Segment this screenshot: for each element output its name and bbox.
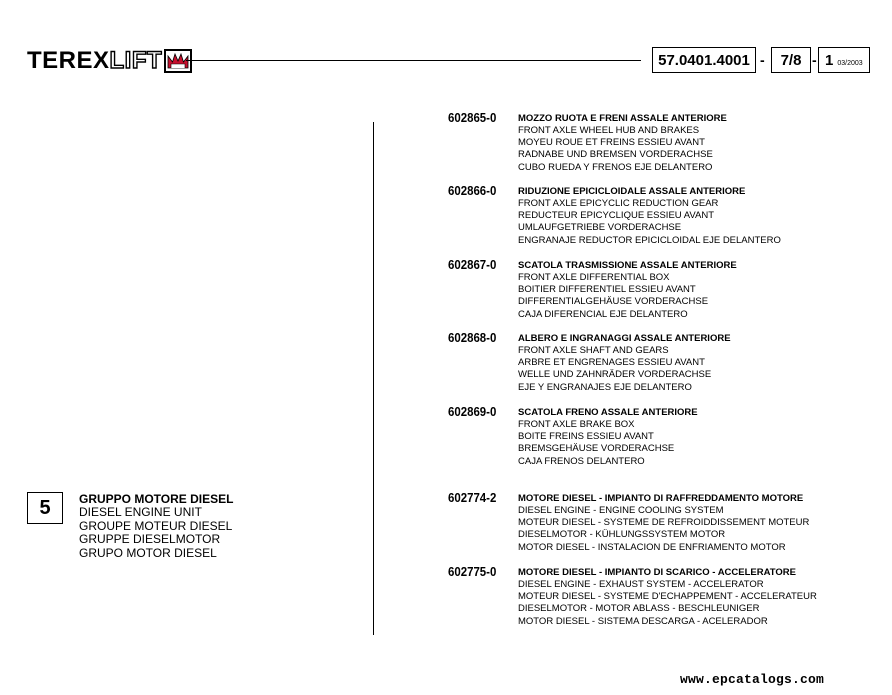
entry-line: FRONT AXLE SHAFT AND GEARS bbox=[518, 345, 669, 356]
entry-line: REDUCTEUR EPICYCLIQUE ESSIEU AVANT bbox=[518, 210, 715, 222]
entry-title: MOTORE DIESEL - IMPIANTO DI RAFFREDDAMENTO MOTORE bbox=[518, 493, 804, 504]
footer-url: www.epcatalogs.com bbox=[680, 672, 825, 687]
entry-line: CAJA DIFERENCIAL EJE DELANTERO bbox=[518, 308, 688, 320]
doc-code-box bbox=[652, 47, 756, 73]
entry-code: 602774-2 bbox=[448, 490, 497, 505]
entry-line: FRONT AXLE WHEEL HUB AND BRAKES bbox=[518, 125, 700, 136]
header-rule bbox=[186, 60, 641, 61]
entry-line: MOTEUR DIESEL - SYSTEME D'ECHAPPEMENT - ACCELERATEUR bbox=[518, 591, 817, 603]
terex-lift-logo bbox=[27, 48, 192, 74]
entry-line: FRONT AXLE EPICYCLIC REDUCTION GEAR bbox=[518, 198, 719, 209]
crown-icon bbox=[164, 49, 192, 73]
entry-line: WELLE UND ZAHNRÄDER VORDERACHSE bbox=[518, 369, 712, 381]
entry-title: SCATOLA FRENO ASSALE ANTERIORE bbox=[518, 407, 698, 418]
vertical-divider bbox=[373, 122, 374, 635]
section-title: GRUPPO MOTORE DIESEL bbox=[79, 492, 234, 506]
entry-code: 602867-0 bbox=[448, 257, 497, 272]
logo-brand: TEREX bbox=[27, 47, 110, 74]
section-group bbox=[79, 492, 233, 560]
section-line: DIESEL ENGINE UNIT bbox=[79, 505, 202, 519]
entry-line: MOTEUR DIESEL - SYSTEME DE REFROIDDISSEMENT MOTEUR bbox=[518, 517, 810, 529]
entry-line: CUBO RUEDA Y FRENOS EJE DELANTERO bbox=[518, 161, 713, 173]
entry-line: DIESELMOTOR - KÜHLUNGSSYSTEM MOTOR bbox=[518, 529, 726, 541]
separator-1: - bbox=[760, 52, 765, 68]
section-line: GRUPO MOTOR DIESEL bbox=[79, 545, 217, 560]
entry-line: DIESEL ENGINE - ENGINE COOLING SYSTEM bbox=[518, 505, 724, 516]
revision-box bbox=[818, 47, 870, 73]
entry-line: BOITE FREINS ESSIEU AVANT bbox=[518, 431, 654, 443]
entry-line: BOITIER DIFFERENTIEL ESSIEU AVANT bbox=[518, 284, 696, 296]
section-number: 5 bbox=[39, 496, 51, 519]
entry-line: EJE Y ENGRANAJES EJE DELANTERO bbox=[518, 381, 692, 393]
entry-code: 602865-0 bbox=[448, 110, 497, 125]
entry-code: 602868-0 bbox=[448, 330, 497, 345]
entry-title: MOZZO RUOTA E FRENI ASSALE ANTERIORE bbox=[518, 113, 727, 124]
entry-code: 602775-0 bbox=[448, 564, 497, 579]
page-box bbox=[771, 47, 811, 73]
entry-title: MOTORE DIESEL - IMPIANTO DI SCARICO - ACCELERATORE bbox=[518, 567, 796, 578]
separator-2: - bbox=[812, 52, 817, 68]
entry-line: CAJA FRENOS DELANTERO bbox=[518, 455, 645, 467]
doc-code: 57.0401.4001 bbox=[658, 51, 750, 69]
entry-line: MOTOR DIESEL - INSTALACION DE ENFRIAMENTO MOTOR bbox=[518, 541, 786, 553]
entry-line: MOYEU ROUE ET FREINS ESSIEU AVANT bbox=[518, 137, 705, 149]
entry-line: FRONT AXLE BRAKE BOX bbox=[518, 419, 635, 430]
entry-line: ENGRANAJE REDUCTOR EPICICLOIDAL EJE DELANTERO bbox=[518, 234, 781, 246]
entry-line: MOTOR DIESEL - SISTEMA DESCARGA - ACELERADOR bbox=[518, 615, 768, 627]
entry-line: BREMSGEHÄUSE VORDERACHSE bbox=[518, 443, 675, 455]
entry-title: SCATOLA TRASMISSIONE ASSALE ANTERIORE bbox=[518, 260, 737, 271]
entry-code: 602866-0 bbox=[448, 183, 497, 198]
section-number-box bbox=[27, 492, 63, 524]
entry-line: ARBRE ET ENGRENAGES ESSIEU AVANT bbox=[518, 357, 705, 369]
entry-line: RADNABE UND BREMSEN VORDERACHSE bbox=[518, 149, 713, 161]
section-line: GROUPE MOTEUR DIESEL bbox=[79, 518, 233, 533]
logo-brand-suffix: LIFT bbox=[109, 47, 163, 74]
revision-number: 1 bbox=[825, 51, 834, 69]
entry-line: DIESELMOTOR - MOTOR ABLASS - BESCHLEUNIGER bbox=[518, 603, 760, 615]
entry-code: 602869-0 bbox=[448, 404, 497, 419]
page-number: 7/8 bbox=[780, 51, 802, 69]
section-line: GRUPPE DIESELMOTOR bbox=[79, 532, 221, 546]
entry-line: FRONT AXLE DIFFERENTIAL BOX bbox=[518, 272, 670, 283]
entry-line: UMLAUFGETRIEBE VORDERACHSE bbox=[518, 222, 682, 234]
entry-title: ALBERO E INGRANAGGI ASSALE ANTERIORE bbox=[518, 333, 731, 344]
entry-line: DIFFERENTIALGEHÄUSE VORDERACHSE bbox=[518, 296, 709, 308]
entry-line: DIESEL ENGINE - EXHAUST SYSTEM - ACCELERATOR bbox=[518, 579, 764, 590]
revision-date: 03/2003 bbox=[837, 59, 863, 67]
entry-title: RIDUZIONE EPICICLOIDALE ASSALE ANTERIORE bbox=[518, 186, 746, 197]
